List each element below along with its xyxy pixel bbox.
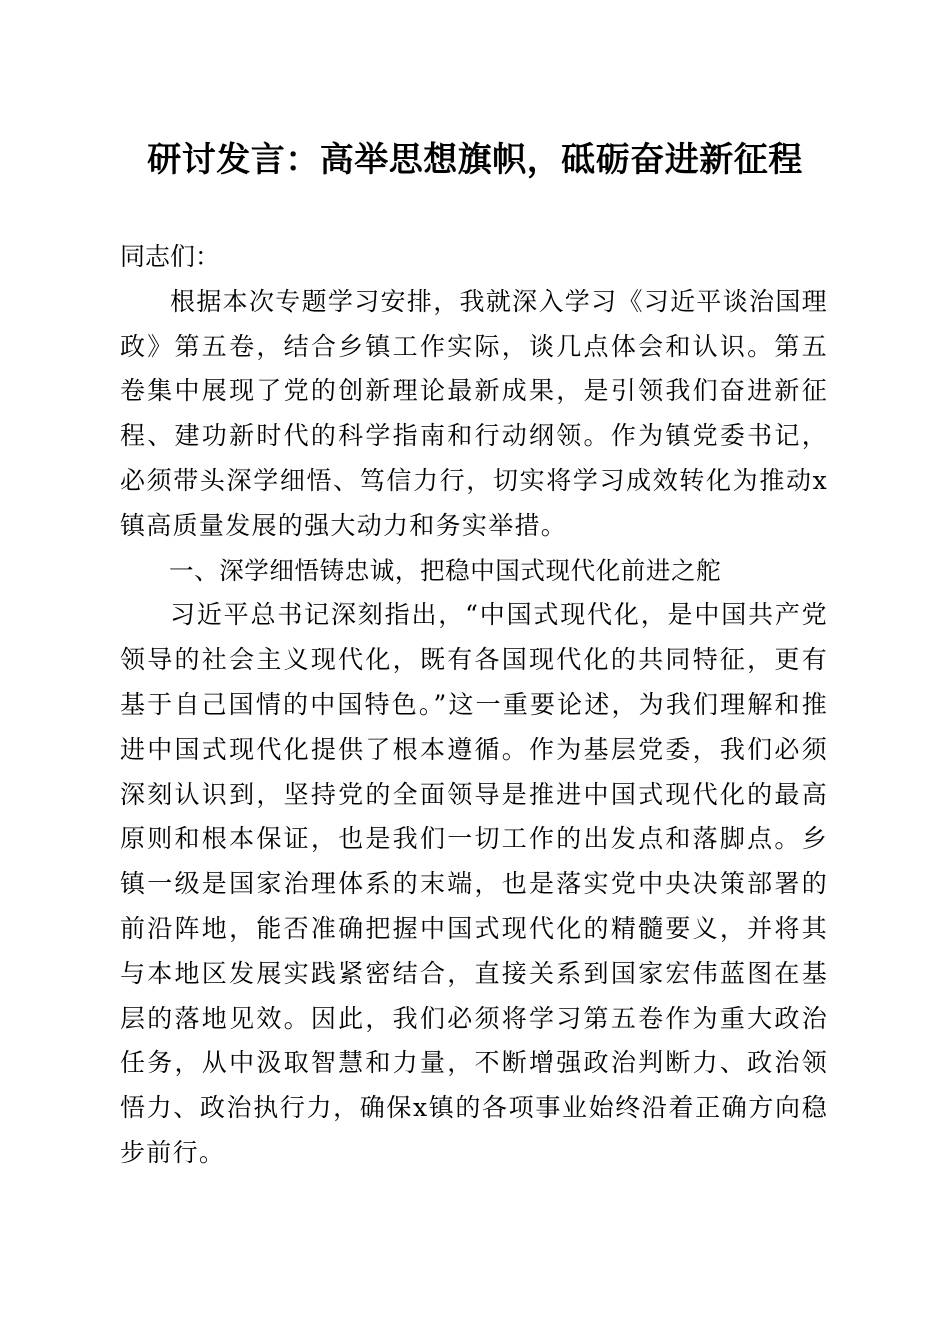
document-body <box>120 235 828 1176</box>
section-paragraph: 习近平总书记深刻指出，“中国式现代化，是中国共产党领导的社会主义现代化，既有各国现代化的共同特征，更有基于自己国情的中国特色。”这一重要论述，为我们理解和推进中国式现代化提供了根本遵循。作为基层党委，我们必须深刻认识到，坚持党的全面领导是推进中国式现代化的最高原则和根本保证，也是我们一切工作的出发点和落脚点。乡镇一级是国家治理体系的末端，也是落实党中央决策部署的前沿阵地，能否准确把握中国式现代化的精髓要义，并将其与本地区发展实践紧密结合，直接关系到国家宏伟蓝图在基层的落地见效。因此，我们必须将学习第五卷作为重大政治任务，从中汲取智慧和力量，不断增强政治判断力、政治领悟力、政治执行力，确保x镇的各项事业始终沿着正确方向稳步前行。 <box>120 600 828 1167</box>
document-title: 研讨发言：高举思想旗帜，砥砺奋进新征程 <box>147 140 803 180</box>
section-heading: 一、深学细悟铸忠诚，把稳中国式现代化前进之舵 <box>169 555 722 585</box>
intro-paragraph: 根据本次专题学习安排，我就深入学习《习近平谈治国理政》第五卷，结合乡镇工作实际，谈几点体会和认识。第五卷集中展现了党的创新理论最新成果，是引领我们奋进新征程、建功新时代的科学指南和行动纲领。作为镇党委书记，必须带头深学细悟、笃信力行，切实将学习成效转化为推动x镇高质量发展的强大动力和务实举措。 <box>120 286 828 540</box>
greeting-line: 同志们： <box>120 242 221 271</box>
